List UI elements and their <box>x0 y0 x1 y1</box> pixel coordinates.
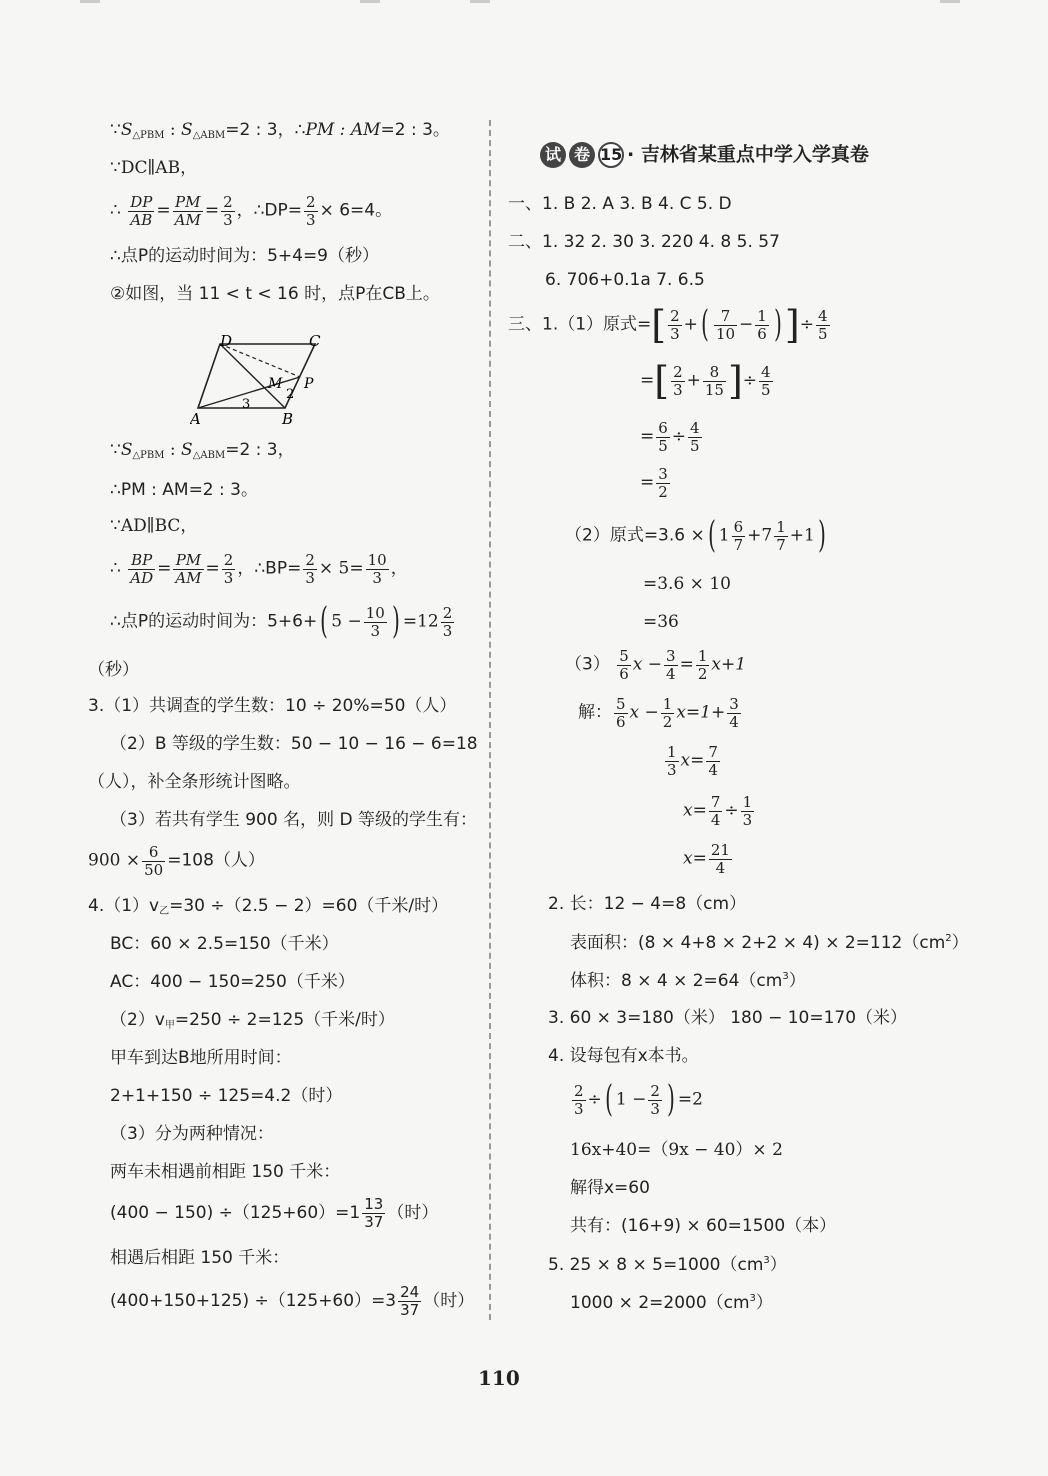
left-line-6: $\because S_{\triangle PBM}$ : $S_{\triangle ABM}=2$ : 3， <box>110 440 295 461</box>
q4-line-7: （3）分为两种情况： <box>110 1124 274 1144</box>
q2-line-1: 2. 长：12 − 4=8（cm） <box>548 894 747 914</box>
q3-right: 3. 60 × 3=180（米） 180 − 10=170（米） <box>548 1008 908 1028</box>
left-line-1: $\because S_{\triangle PBM}$ : $S_{\triangle ABM}=2$ : 3，∴PM : AM=2 : 3。 <box>110 120 450 141</box>
left-line-4: ∴点P的运动时间为：5+4=9（秒） <box>110 246 380 266</box>
q4-line-3: AC：400 − 150=250（千米） <box>110 972 355 992</box>
q5-line-2: $1000 \times 2=2000(cm^3)$ <box>570 1293 773 1313</box>
q4-line-4: $(2)v_甲=250 \div 2=125$（千米/时） <box>110 1010 395 1031</box>
calc-5: （2）原式=3.6 ×( 1 $\frac{6}{7}$ +7 $\frac{1}{7}$ +1) <box>565 515 826 556</box>
answers-2b: 6. 706+0.1a 7. 6.5 <box>545 270 705 290</box>
fraction: $\frac{DP}{AB}$ <box>130 193 153 229</box>
label-p: P <box>304 376 314 392</box>
q4-line-11: (400+150+125) ÷（125+60）=3 $\frac{24}{37}$ （时） <box>110 1283 475 1319</box>
q3-line-5: 900 × $\frac{6}{50}$ =108（人） <box>88 843 265 879</box>
calc-1: 三、1.（1）原式=[ $\frac{2}{3}$ +( $\frac{7}{10}$ − $\frac{1}{6}$ )]÷ $\frac{4}{5}$ <box>508 303 828 347</box>
fraction: $\frac{2}{3}$ <box>306 193 316 229</box>
q4-line-6: 2+1+150 ÷ 125=4.2（时） <box>110 1086 343 1106</box>
q3-line-2: （2）B 等级的学生数：50 − 10 − 16 − 6=18 <box>110 734 478 754</box>
label-d: D <box>220 332 233 350</box>
calc-8: （3） $\frac{5}{6}$ x − $\frac{3}{4}$ = $\frac{1}{2}$ x+1 <box>565 647 747 683</box>
left-line-7: ∴PM : AM=2 : 3。 <box>110 480 258 500</box>
q5-line-1: 5. $25 \times 8 \times 5=1000(cm^3)$ <box>548 1255 787 1275</box>
answers-2: 二、1. 32 2. 30 3. 220 4. 8 5. 57 <box>508 232 780 252</box>
q4r-line-5: 共有：(16+9) × 60=1500（本） <box>570 1216 837 1236</box>
q4r-line-4: 解得x=60 <box>570 1178 650 1198</box>
parallelogram-abcd <box>198 344 315 408</box>
q4r-line-3: 16x+40=（9x − 40）× 2 <box>570 1140 783 1160</box>
column-divider <box>489 120 491 1320</box>
calc-3: = $\frac{6}{5}$ ÷ $\frac{4}{5}$ <box>640 419 700 455</box>
calc-12: x= $\frac{21}{4}$ <box>683 841 730 877</box>
label-m: M <box>268 376 283 392</box>
calc-6: =3.6 × 10 <box>643 574 731 594</box>
q4r-line-1: 4. 设每包有x本书。 <box>548 1046 699 1066</box>
calc-7: =36 <box>643 612 679 632</box>
left-line-11: （秒） <box>88 660 139 680</box>
parallelogram-figure <box>190 326 340 424</box>
label-2: 2 <box>286 387 295 402</box>
q2-line-2: 表面积：$(8 \times 4+8 \times 2+2 \times 4) \times 2=112(cm^2)$ <box>570 933 969 953</box>
left-line-3: ∴ $\frac{DP}{AB}$ = $\frac{PM}{AM}$ = $\frac{2}{3}$ ，∴DP= $\frac{2}{3}$ × 6=4。 <box>110 193 393 229</box>
q4-line-5: 甲车到达B地所用时间： <box>110 1048 292 1068</box>
q4-line-1: $4.(1)v_乙=30 \div(2.5 - 2)=60$（千米/时） <box>88 896 449 917</box>
answers-1: 一、1. B 2. A 3. B 4. C 5. D <box>508 194 732 214</box>
q4-line-8: 两车未相遇前相距 150 千米： <box>110 1162 341 1182</box>
left-line-8: ∵AD∥BC， <box>110 516 198 536</box>
calc-9: 解： $\frac{5}{6}$ x − $\frac{1}{2}$ x=1+ $\frac{3}{4}$ <box>578 695 739 731</box>
calc-4: = $\frac{3}{2}$ <box>640 465 668 501</box>
calc-11: x= $\frac{7}{4}$ ÷ $\frac{1}{3}$ <box>683 793 753 829</box>
q2-line-3: 体积：$8 \times 4 \times 2=64(cm^3)$ <box>570 971 806 991</box>
q4-line-2: BC：60 × 2.5=150（千米） <box>110 934 339 954</box>
label-c: C <box>309 332 321 350</box>
title-badge-1: 试 <box>540 142 566 168</box>
left-line-10: ∴点P的运动时间为：5+6+( 5 − $\frac{10}{3}$ ) =12 $\frac{2}{3}$ <box>110 601 453 642</box>
label-a: A <box>190 410 201 424</box>
fraction: $\frac{2}{3}$ <box>223 193 233 229</box>
q4-line-9: (400 − 150) ÷（125+60）=1 $\frac{13}{37}$ （时） <box>110 1195 439 1231</box>
q3-line-4: （3）若共有学生 900 名，则 D 等级的学生有： <box>110 810 477 830</box>
q4-line-10: 相遇后相距 150 千米： <box>110 1248 290 1268</box>
title-number: 15 <box>598 142 624 168</box>
title-badge-2: 卷 <box>569 142 595 168</box>
left-line-9: ∴ $\frac{BP}{AD}$ = $\frac{PM}{AM}$ = $\frac{2}{3}$ ，∴BP= $\frac{2}{3}$ × 5= $\frac{10}{3}$ ， <box>110 551 408 587</box>
section-title: 试 卷 15 · 吉林省某重点中学入学真卷 <box>540 142 869 168</box>
label-b: B <box>282 410 294 424</box>
q3-line-1: 3.（1）共调查的学生数：10 ÷ 20%=50（人） <box>88 696 457 716</box>
calc-2: =[ $\frac{2}{3}$ + $\frac{8}{15}$ ]÷ $\frac{4}{5}$ <box>640 359 771 403</box>
fraction: $\frac{PM}{AM}$ <box>174 193 201 229</box>
calc-10: $\frac{1}{3}$ x= $\frac{7}{4}$ <box>667 743 718 779</box>
left-line-2: ∵DC∥AB， <box>110 158 198 178</box>
q3-line-3: （人），补全条形统计图略。 <box>88 772 301 792</box>
left-line-5: ②如图，当 11 < t < 16 时，点P在CB上。 <box>110 284 440 304</box>
q4r-line-2: $\frac{2}{3}$ ÷( 1 − $\frac{2}{3}$ ) =2 <box>574 1079 703 1120</box>
page-number: 110 <box>478 1366 520 1390</box>
label-3: 3 <box>242 397 251 412</box>
